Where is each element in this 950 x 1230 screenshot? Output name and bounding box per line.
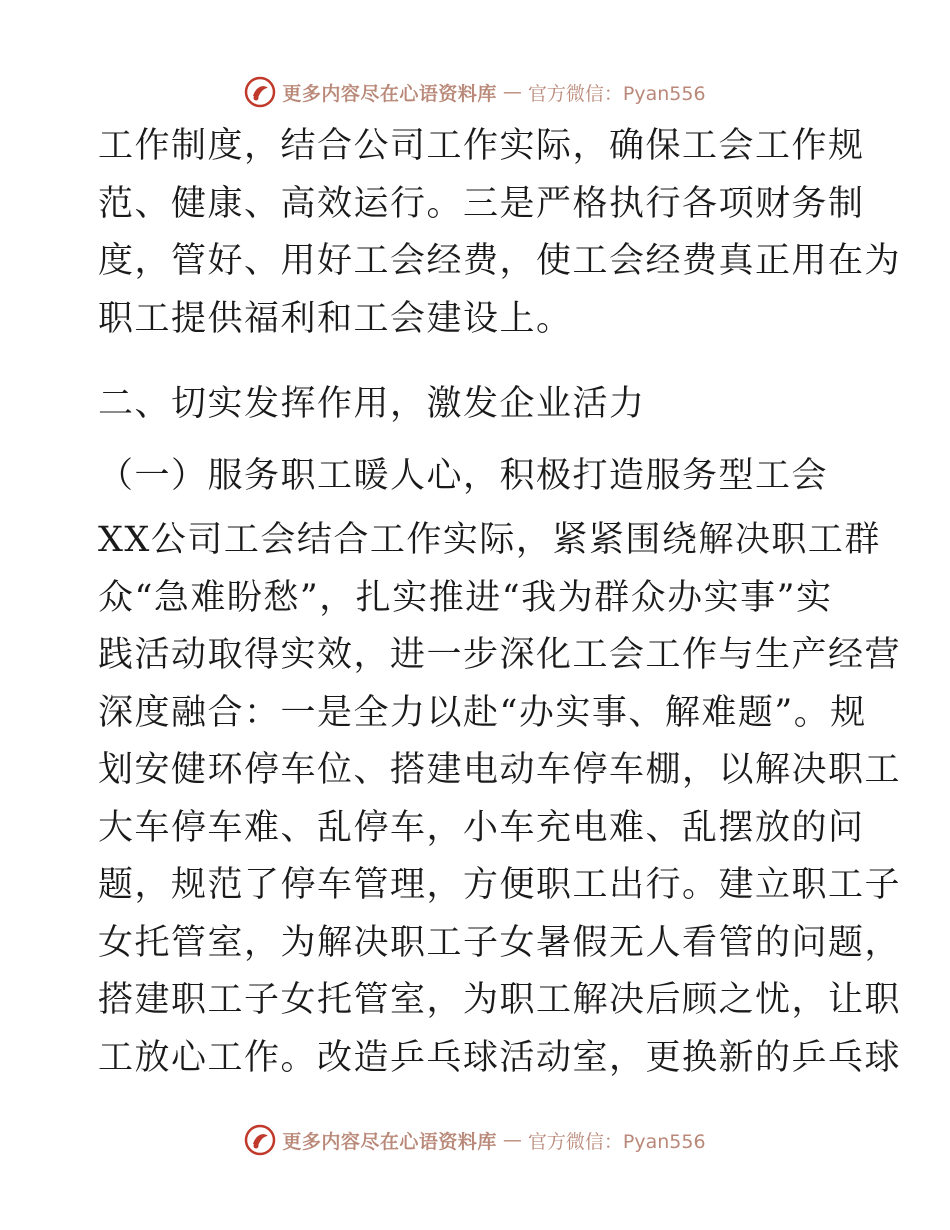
text-line: 女托管室，为解决职工子女暑假无人看管的问题，	[98, 922, 902, 963]
text-line: 度，管好、用好工会经费，使工会经费真正用在为	[98, 241, 902, 281]
text-line: XX公司工会结合工作实际，紧紧围绕解决职工群	[98, 520, 881, 560]
text-line: 职工提供福利和工会建设上。	[98, 298, 573, 339]
paragraph-1	[98, 118, 902, 348]
subsection-heading: （一）服务职工暖人心，积极打造服务型工会	[98, 456, 829, 496]
watermark-dash: —	[502, 81, 522, 103]
watermark-wechat-text: 官方微信：Pyan556	[527, 1130, 706, 1153]
paragraph-2	[98, 512, 902, 1087]
text-line: 划安健环停车位、搭建电动车停车棚，以解决职工	[98, 750, 902, 790]
watermark-wechat-text: 官方微信：Pyan556	[527, 82, 706, 105]
header-watermark	[0, 72, 950, 112]
watermark-dash: —	[502, 1129, 522, 1151]
text-line: 题，规范了停车管理，方便职工出行。建立职工子	[98, 865, 902, 905]
text-line: 众“急难盼愁”，扎实推进“我为群众办实事”实	[98, 577, 833, 618]
text-line: 工放心工作。改造乒乓球活动室，更换新的乒乓球	[98, 1037, 902, 1078]
text-line: 范、健康、高效运行。三是严格执行各项财务制	[98, 183, 865, 224]
text-line: 搭建职工子女托管室，为职工解决后顾之忧，让职	[98, 980, 902, 1020]
brand-logo-icon	[244, 1124, 276, 1156]
section-heading: 二、切实发挥作用，激发企业活力	[98, 384, 646, 424]
document-body	[98, 118, 902, 1087]
brand-logo-icon	[244, 76, 276, 108]
text-line: 践活动取得实效，进一步深化工会工作与生产经营	[98, 635, 902, 675]
footer-watermark	[0, 1120, 950, 1160]
text-line: 深度融合：一是全力以赴“办实事、解难题”。规	[98, 692, 867, 733]
watermark-site-text: 更多内容尽在心语资料库	[282, 82, 497, 105]
text-line: 大车停车难、乱停车，小车充电难、乱摆放的问	[98, 807, 865, 848]
watermark-site-text: 更多内容尽在心语资料库	[282, 1130, 497, 1153]
text-line: 工作制度，结合公司工作实际，确保工会工作规	[98, 126, 865, 166]
